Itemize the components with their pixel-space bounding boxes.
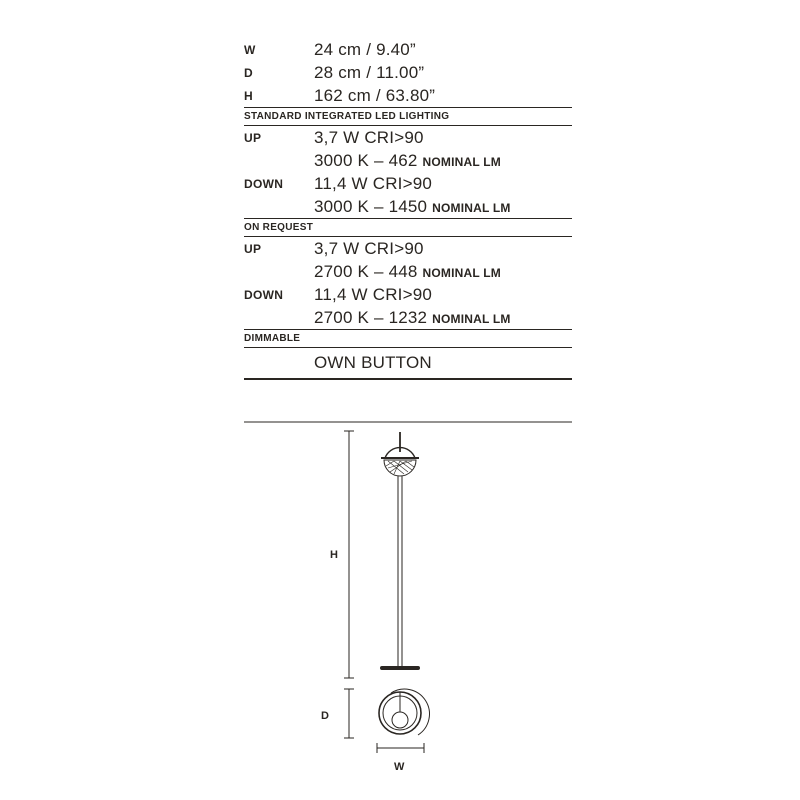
temp-value: 2700 K – 1232 NOMINAL LM [314,307,511,327]
width-label: W [394,761,405,773]
height-dimension-line [344,431,354,678]
direction-label: DOWN [244,176,284,191]
power-value: 3,7 W CRI>90 [314,238,424,258]
lamp-base [380,666,420,670]
lm-unit: NOMINAL LM [432,311,511,326]
height-label: H [330,549,338,561]
section-heading-on-request: ON REQUEST [244,222,314,233]
dimension-value: 162 cm / 63.80” [314,85,436,105]
lm-unit: NOMINAL LM [422,265,501,280]
dimension-key: H [244,88,253,103]
lamp-plan-view [379,689,429,735]
dimension-key: D [244,65,253,80]
depth-dimension-line [344,689,354,738]
dimmable-value: OWN BUTTON [314,353,432,372]
power-value: 11,4 W CRI>90 [314,173,433,193]
direction-label: UP [244,130,262,145]
power-value: 3,7 W CRI>90 [314,127,424,147]
section-heading-standard: STANDARD INTEGRATED LED LIGHTING [244,111,450,122]
dimension-key: W [244,42,256,57]
lamp-elevation [380,432,420,670]
depth-label: D [321,710,329,722]
dimension-value: 28 cm / 11.00” [314,62,425,82]
dimension-value: 24 cm / 9.40” [314,39,416,59]
section-heading-dimmable: DIMMABLE [244,333,301,344]
temp-value: 3000 K – 462 NOMINAL LM [314,150,501,170]
width-dimension-line [377,743,424,753]
power-value: 11,4 W CRI>90 [314,284,433,304]
direction-label: UP [244,241,262,256]
plan-center-circle [392,712,408,728]
lm-unit: NOMINAL LM [422,154,501,169]
temp-value: 3000 K – 1450 NOMINAL LM [314,196,511,216]
lm-unit: NOMINAL LM [432,200,511,215]
direction-label: DOWN [244,287,284,302]
temp-value: 2700 K – 448 NOMINAL LM [314,261,501,281]
